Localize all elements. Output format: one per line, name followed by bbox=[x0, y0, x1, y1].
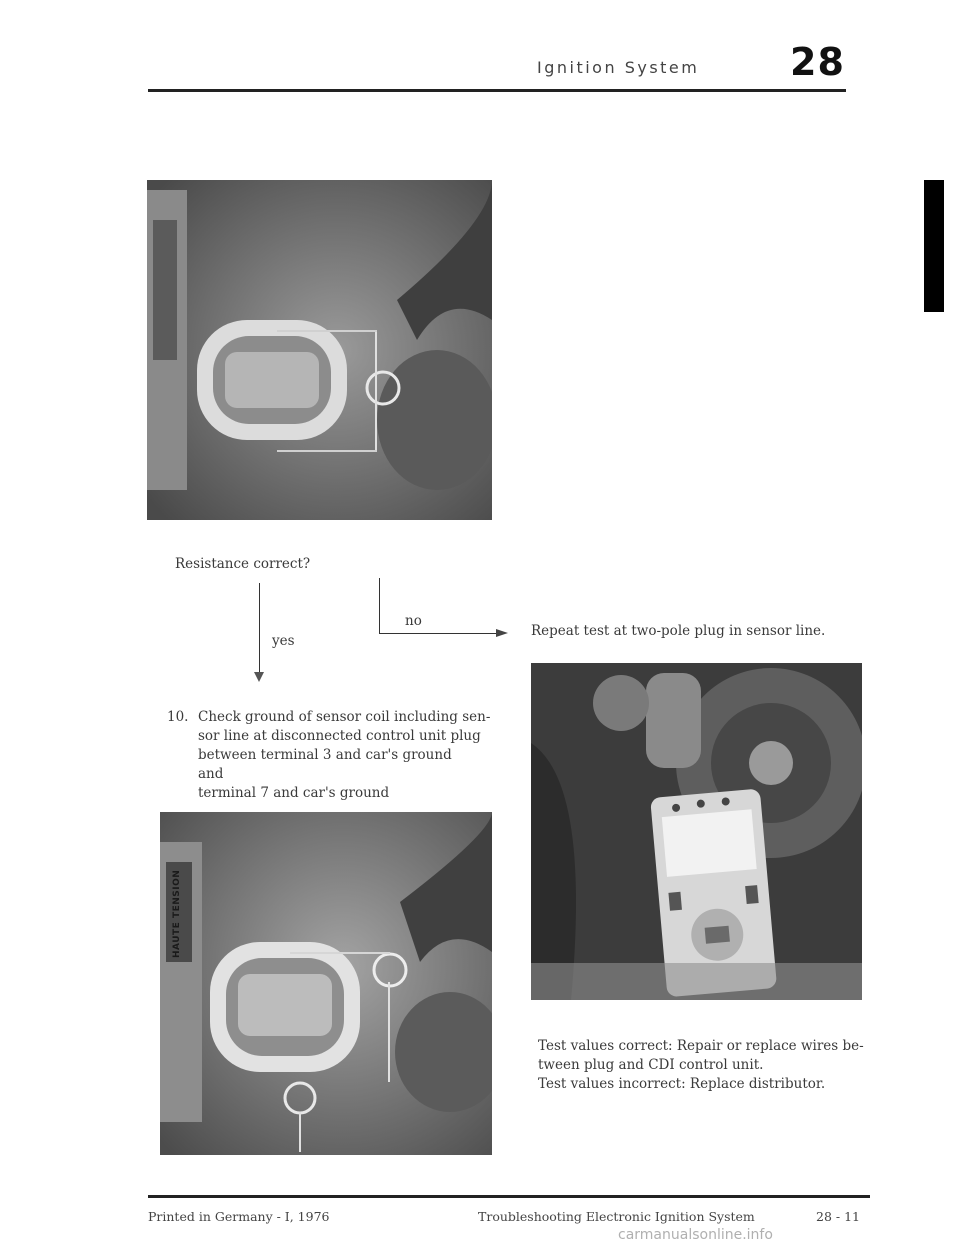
step-line: terminal 7 and car's ground bbox=[198, 785, 390, 801]
step-line: sor line at disconnected control unit plug bbox=[198, 728, 481, 744]
result-line: tween plug and CDI control unit. bbox=[538, 1057, 764, 1073]
watermark[interactable]: carmanualsonline.info bbox=[618, 1227, 773, 1243]
yes-branch-line bbox=[259, 583, 260, 675]
yes-arrow-icon bbox=[254, 672, 264, 682]
flow-question: Resistance correct? bbox=[175, 556, 311, 572]
no-label: no bbox=[405, 613, 422, 629]
photo-bottom bbox=[160, 812, 492, 1155]
no-branch-line-horizontal bbox=[379, 633, 497, 634]
footer-rule bbox=[148, 1195, 870, 1198]
section-number: 28 bbox=[790, 40, 845, 84]
section-tab-marker bbox=[924, 180, 944, 312]
step-line: between terminal 3 and car's ground bbox=[198, 747, 452, 763]
step-line: Check ground of sensor coil including sen- bbox=[198, 709, 491, 725]
step-line: and bbox=[198, 766, 224, 782]
photo-right bbox=[531, 663, 862, 1000]
yes-label: yes bbox=[272, 633, 295, 649]
footer-section-name: Troubleshooting Electronic Ignition System bbox=[478, 1209, 755, 1224]
photo-label-haute-tension: HAUTE TENSION bbox=[172, 869, 182, 958]
no-arrow-icon bbox=[496, 629, 508, 637]
result-text bbox=[538, 1037, 864, 1094]
no-branch-line-vertical bbox=[379, 578, 380, 634]
section-title: Ignition System bbox=[537, 58, 700, 77]
footer-printed: Printed in Germany - I, 1976 bbox=[148, 1209, 330, 1224]
photo-top bbox=[147, 180, 492, 520]
step-number: 10. bbox=[167, 709, 189, 725]
header-rule bbox=[148, 89, 846, 92]
step-text bbox=[198, 708, 490, 803]
footer-page-number: 28 - 11 bbox=[816, 1209, 860, 1224]
result-line: Test values incorrect: Replace distributor. bbox=[538, 1076, 826, 1092]
no-action-text: Repeat test at two-pole plug in sensor line. bbox=[531, 623, 826, 639]
result-line: Test values correct: Repair or replace wires be- bbox=[538, 1038, 864, 1054]
